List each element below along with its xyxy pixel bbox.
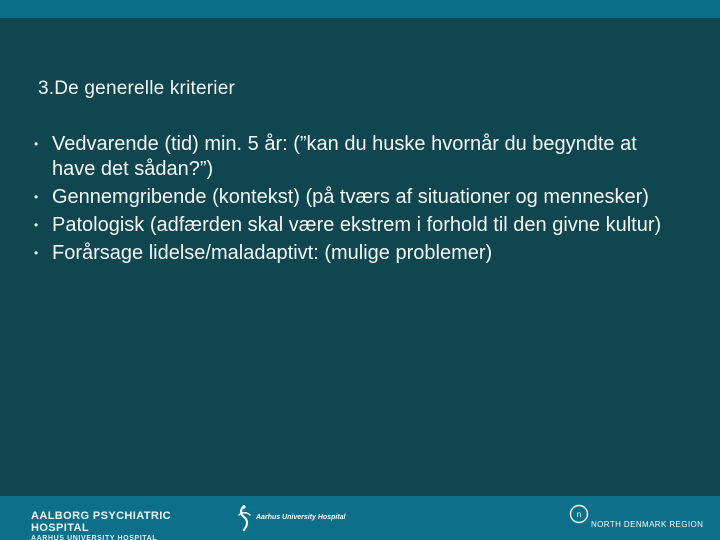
slide-title: 3.De generelle kriterier xyxy=(38,78,235,99)
bullet-text: Patologisk (adfærden skal være ekstrem i forhold til den givne kultur) xyxy=(52,214,662,236)
aarhus-university-hospital-logo xyxy=(232,504,352,534)
aalborg-logo-sub-text: AARHUS UNIVERSITY HOSPITAL xyxy=(31,535,158,540)
aarhus-logo-text: Aarhus University Hospital xyxy=(256,514,346,521)
aalborg-logo-main-text: AALBORG PSYCHIATRIC HOSPITAL xyxy=(31,510,172,534)
bullet-item xyxy=(30,132,680,182)
bullet-dot: • xyxy=(34,246,39,260)
region-logo-icon xyxy=(568,503,590,525)
bullet-list xyxy=(30,132,680,269)
bullet-item xyxy=(30,241,680,266)
bullet-text: Forårsage lidelse/maladaptivt: (mulige problemer) xyxy=(52,242,493,264)
bullet-dot: • xyxy=(34,218,39,232)
region-logo-mark: n xyxy=(576,510,582,519)
north-denmark-region-logo xyxy=(568,503,713,533)
bullet-dot: • xyxy=(34,137,39,151)
aalborg-hospital-logo xyxy=(31,510,221,540)
bullet-item xyxy=(30,213,680,238)
aarhus-logo-icon xyxy=(232,504,256,534)
top-band xyxy=(0,0,720,18)
bullet-dot: • xyxy=(34,190,39,204)
bullet-item xyxy=(30,185,680,210)
bullet-text: Vedvarende (tid) min. 5 år: (”kan du huske hvornår du begyndte at have det sådan?”) xyxy=(52,133,637,180)
region-logo-text: NORTH DENMARK REGION xyxy=(591,520,704,529)
bullet-text: Gennemgribende (kontekst) (på tværs af situationer og mennesker) xyxy=(52,186,649,208)
